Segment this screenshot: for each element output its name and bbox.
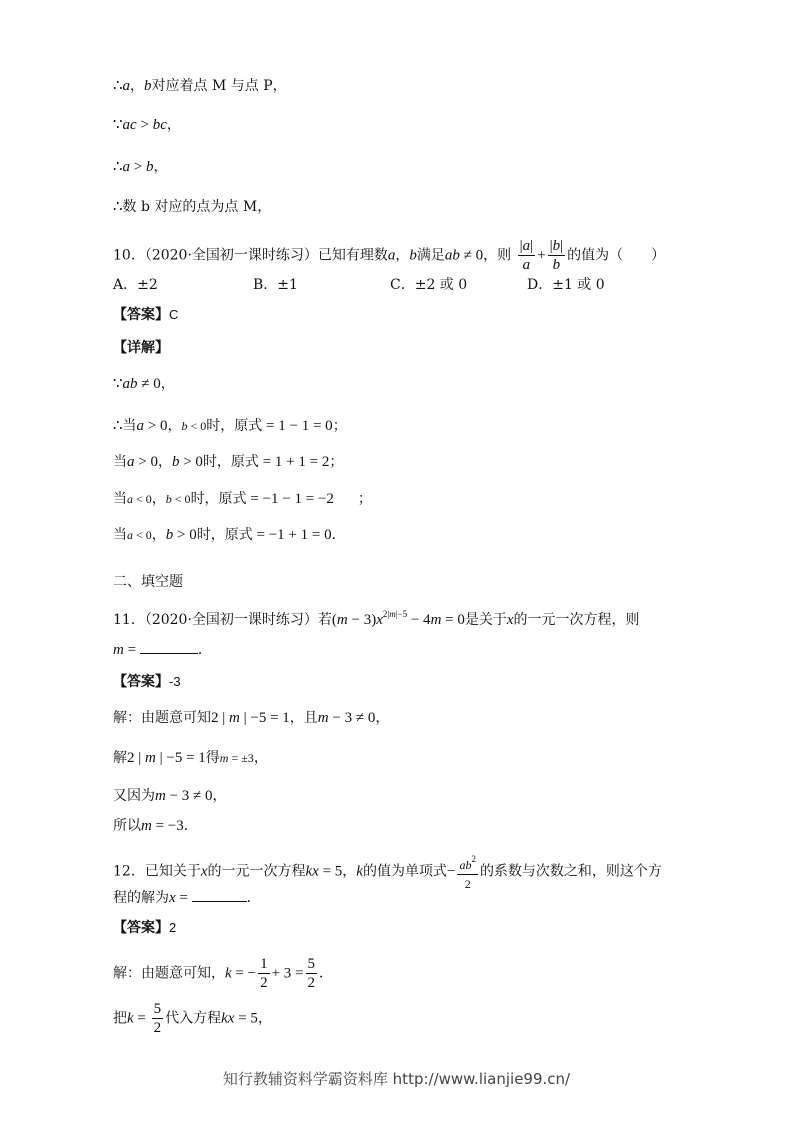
- case-2: 当a > 0，b > 0时，原式 = 1 + 1 = 2；: [113, 454, 344, 470]
- detail-label: 【详解】: [113, 340, 169, 356]
- case-4: 当a < 0，b > 0时，原式 = −1 + 1 = 0．: [113, 527, 346, 543]
- question-11: 11．（2020·全国初一课时练习）若$(m - 3)x^{2|m|-5} - 4m = 0$是关于x的一元一次方程，则: [113, 609, 640, 628]
- question-12: 12．已知关于x的一元一次方程kx = 5，k的值为单项式− $\frac{ab^2}{2}$ 的系数与次数之和，则这个方: [113, 850, 662, 893]
- question-12-line-2: 程的解为x = ．: [113, 890, 261, 906]
- fraction-5-over-2-b: $\frac{5}{2}$: [153, 1001, 162, 1036]
- solution-12-line-1: 解：由题意可知，k = − $\frac{1}{2}$ + 3 = $\frac{5}{2}$ ．: [113, 956, 334, 991]
- fraction-abs-b-over-b: $\frac{|b|}{b}$: [549, 238, 564, 273]
- fraction-5-over-2: $\frac{5}{2}$: [307, 956, 316, 991]
- case-3: 当a < 0，b < 0时，原式 = −1 − 1 = −2 ；: [113, 491, 372, 507]
- case-1: ∴当a > 0，b < 0时，原式 = 1 − 1 = 0；: [113, 418, 347, 434]
- proof-line-4: ∴数 b 对应的点为点 M，: [113, 199, 272, 215]
- answer-10: 【答案】C: [113, 307, 179, 323]
- answer-blank-11[interactable]: [140, 652, 198, 654]
- proof-line-3: ∴a > b，: [113, 159, 168, 175]
- option-d: D．±1 或 0: [527, 277, 605, 293]
- page-footer: 知行教辅资料学霸资料库 http://www.lianjie99.cn/: [222, 1070, 571, 1088]
- answer-11: 【答案】-3: [113, 674, 181, 690]
- section-heading-fill-blank: 二、填空题: [113, 574, 183, 590]
- question-11-line-2: m = ．: [113, 642, 212, 658]
- fraction-abs-a-over-a: $\frac{|a|}{a}$: [519, 238, 534, 273]
- detail-line-1: ∵ab ≠ 0，: [113, 376, 175, 392]
- solution-11-line-4: 所以m = −3．: [113, 818, 198, 834]
- solution-11-line-3: 又因为m − 3 ≠ 0，: [113, 788, 227, 804]
- proof-line-2: ∵ac > bc，: [113, 117, 181, 133]
- solution-12-line-2: 把k = $\frac{5}{2}$ 代入方程kx = 5，: [113, 1001, 272, 1036]
- option-a: A．±2: [113, 277, 158, 293]
- fraction-1-over-2: $\frac{1}{2}$: [260, 956, 268, 991]
- answer-12: 【答案】2: [113, 920, 177, 936]
- solution-11-line-1: 解：由题意可知2 | m | −5 = 1，且m − 3 ≠ 0，: [113, 710, 390, 726]
- proof-line-1: ∴a，b对应着点 M 与点 P，: [113, 78, 287, 94]
- solution-11-line-2: 解2 | m | −5 = 1得m = ±3，: [113, 750, 268, 766]
- option-b: B．±1: [253, 277, 298, 293]
- fraction-ab2-over-2: $\frac{ab^2}{2}$: [457, 850, 478, 893]
- answer-blank-12[interactable]: [192, 900, 247, 902]
- option-c: C．±2 或 0: [390, 277, 468, 293]
- question-10: 10．（2020·全国初一课时练习）已知有理数a，b满足ab ≠ 0，则 $\frac{|a|}{a}$ + $\frac{|b|}{b}$ 的值为（ ）: [113, 238, 666, 273]
